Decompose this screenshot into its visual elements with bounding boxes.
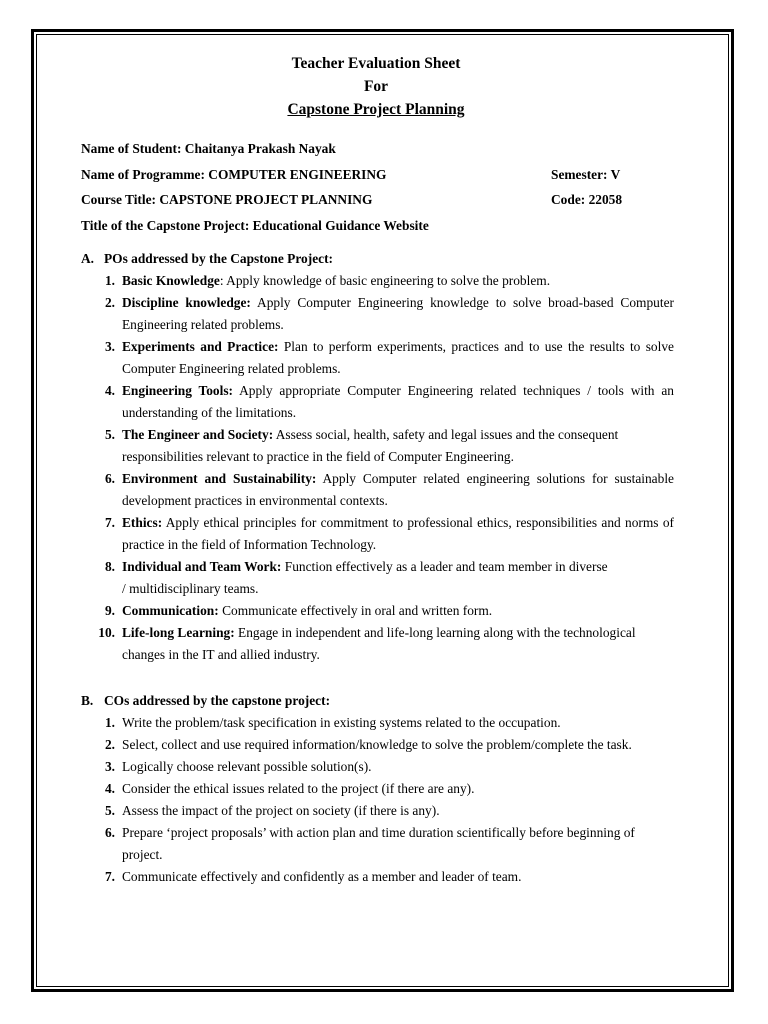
- course-code: Code: 22058: [551, 192, 623, 207]
- item-number: 1.: [104, 715, 115, 730]
- title-line-2: For: [363, 78, 389, 95]
- section-a-letter: A.: [81, 251, 95, 266]
- item-text: Write the problem/task specification in existing systems related to the occupation.: [122, 715, 561, 730]
- item-number: 5.: [104, 427, 115, 442]
- section-b-letter: B.: [81, 693, 94, 708]
- item-number: 3.: [104, 759, 115, 774]
- item-text: Basic Knowledge: Apply knowledge of basic engineering to solve the problem.: [122, 273, 551, 288]
- item-text: Individual and Team Work: Function effectively as a leader and team member in diverse: [122, 559, 608, 574]
- item-text: Environment and Sustainability: Apply Computer related engineering solutions for sustainable development practices in environmental contexts.: [122, 471, 674, 508]
- project-title-row: [81, 213, 674, 239]
- item-text: Prepare ‘project proposals’ with action plan and time duration scientifically before beginning of project.: [122, 825, 635, 862]
- item-number: 8.: [104, 559, 115, 574]
- section-b-heading: [81, 690, 674, 712]
- list-item: [81, 756, 674, 778]
- item-number: 7.: [104, 869, 115, 884]
- item-text: Experiments and Practice: Plan to perform experiments, practices and to use the results to solve Computer Engineering related problems.: [122, 339, 674, 376]
- list-item: [81, 600, 674, 622]
- item-text: Engineering Tools: Apply appropriate Computer Engineering related techniques / tools with an understanding of the limitations.: [122, 383, 674, 420]
- item-number: 5.: [104, 803, 115, 818]
- list-item: [81, 712, 674, 734]
- item-text: Consider the ethical issues related to the project (if there are any).: [122, 781, 475, 796]
- list-item: [81, 800, 674, 822]
- item-text: Communication: Communicate effectively in oral and written form.: [122, 603, 493, 618]
- semester: Semester: V: [551, 166, 621, 182]
- list-item: [81, 424, 674, 468]
- item-number: 1.: [104, 273, 115, 288]
- item-number: 6.: [104, 471, 115, 486]
- item-text: Discipline knowledge: Apply Computer Engineering knowledge to solve broad-based Computer Engineering related problems.: [122, 295, 674, 332]
- item-text: Logically choose relevant possible solution(s).: [122, 759, 372, 774]
- student-name: Name of Student: Chaitanya Prakash Nayak: [81, 141, 336, 156]
- course-row: [81, 187, 674, 213]
- item-number: 6.: [104, 825, 115, 840]
- course-title: Course Title: CAPSTONE PROJECT PLANNING: [81, 192, 373, 207]
- list-item: [81, 778, 674, 800]
- item-number: 2.: [104, 737, 115, 752]
- list-item: [81, 512, 674, 556]
- item-text: The Engineer and Society: Assess social, health, safety and legal issues and the consequent responsibilities relevant to practice in the field of Computer Engineering.: [122, 427, 619, 464]
- project-title: Title of the Capstone Project: Educational Guidance Website: [81, 217, 429, 233]
- list-item: [81, 866, 674, 888]
- document-title: [81, 52, 671, 121]
- programme-row: [81, 162, 674, 188]
- item-number: 4.: [104, 383, 115, 398]
- programme-name: Name of Programme: COMPUTER ENGINEERING: [81, 166, 387, 182]
- list-item: [81, 336, 674, 380]
- item-number: 4.: [104, 781, 115, 796]
- list-item: [81, 556, 674, 578]
- list-item: [81, 734, 674, 756]
- list-item: [81, 380, 674, 424]
- item-number: 10.: [98, 625, 115, 640]
- list-item: [81, 468, 674, 512]
- item-text: Ethics: Apply ethical principles for commitment to professional ethics, responsibilities and norms of practice in the field of Information Technology.: [122, 515, 674, 552]
- section-a-title: POs addressed by the Capstone Project:: [104, 251, 333, 266]
- co-list: [81, 712, 674, 888]
- item-text: Select, collect and use required information/knowledge to solve the problem/complete the task.: [122, 737, 632, 752]
- item-text: Communicate effectively and confidently as a member and leader of team.: [122, 869, 522, 884]
- list-item: [81, 822, 674, 866]
- student-details: [81, 136, 674, 238]
- item-number: 2.: [104, 295, 115, 310]
- item-continuation: / multidisciplinary teams.: [122, 581, 259, 596]
- title-line-3: Capstone Project Planning: [287, 101, 465, 118]
- item-number: 9.: [104, 603, 115, 618]
- item-text: Life-long Learning: Engage in independent and life-long learning along with the technological changes in the IT and allied industry.: [122, 625, 636, 662]
- list-item: [81, 622, 674, 666]
- section-b-title: COs addressed by the capstone project:: [104, 693, 331, 708]
- list-item: [81, 270, 674, 292]
- title-line-1: Teacher Evaluation Sheet: [291, 55, 461, 72]
- document-body: [81, 52, 674, 888]
- list-item: [81, 292, 674, 336]
- item-number: 3.: [104, 339, 115, 354]
- section-a-heading: [81, 248, 674, 270]
- item-number: 7.: [104, 515, 115, 530]
- item-text: Assess the impact of the project on society (if there is any).: [122, 803, 440, 818]
- po-list: [81, 270, 674, 666]
- student-name-row: [81, 136, 674, 162]
